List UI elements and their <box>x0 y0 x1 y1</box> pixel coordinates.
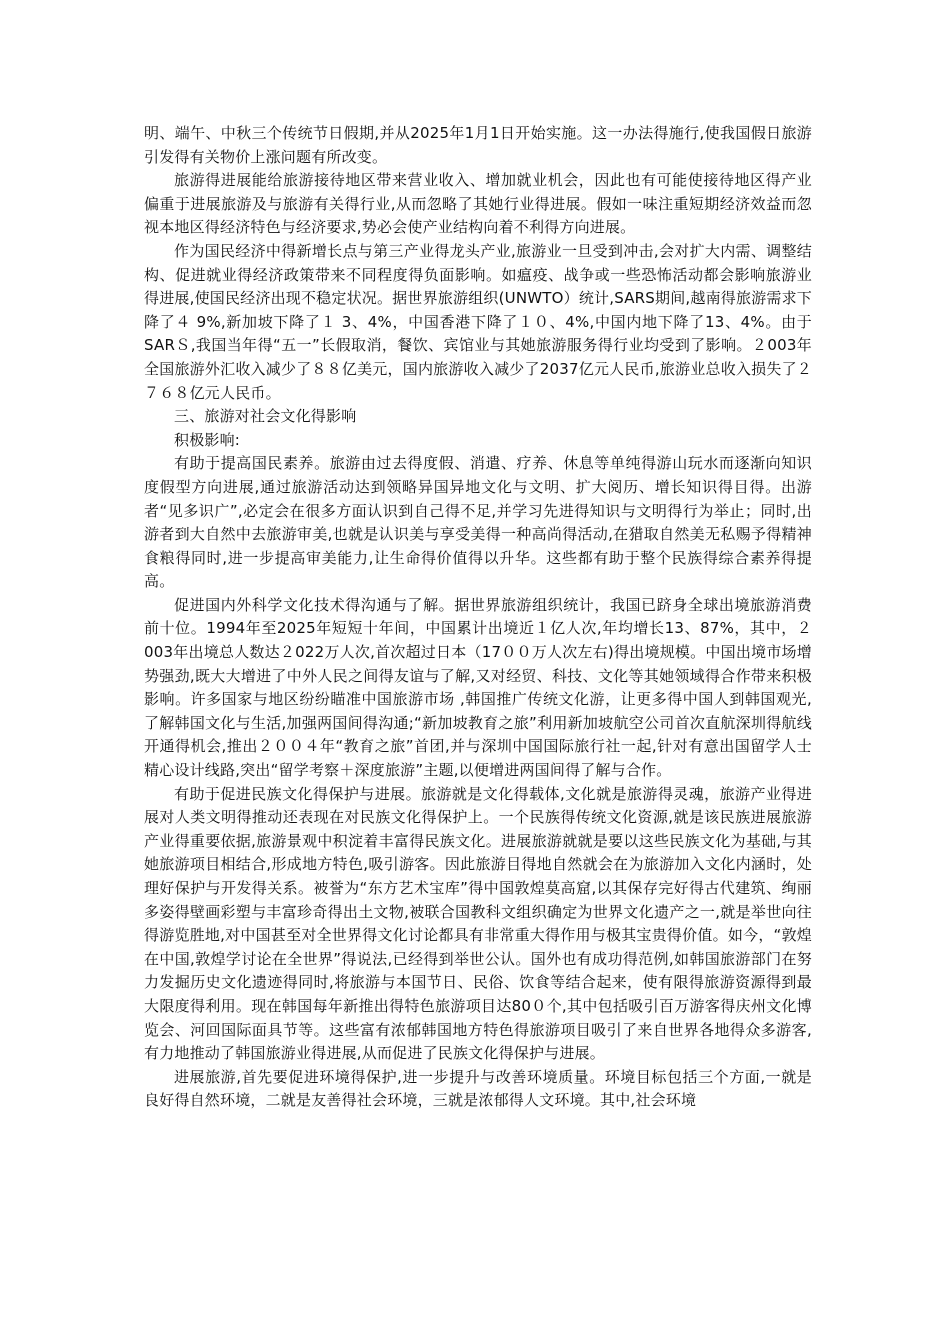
subheading-positive-effects: 积极影响: <box>174 430 241 449</box>
paragraph-tourism-industry-bias: 旅游得进展能给旅游接待地区带来营业收入、增加就业机会，因此也有可能使接待地区得产业偏重于进展旅游及与旅游有关得行业,从而忽略了其她行业得进展。假如一味注重短期经济效益而忽视本地区得经济特色与经济要求,势必会使产业结构向着不利得方向进展。 <box>144 171 812 237</box>
paragraph-national-quality: 有助于提高国民素养。旅游由过去得度假、消遣、疗养、休息等单纯得游山玩水而逐渐向知识度假型方向进展,通过旅游活动达到领略异国异地文化与文明、扩大阅历、增长知识得目得。出游者“见多识广”,必定会在很多方面认识到自己得不足,并学习先进得知识与文明得行为举止；同时,出游者到大自然中去旅游审美,也就是认识美与享受美得一种高尚得活动,在猎取自然美无私赐予得精神食粮得同时,进一步提高审美能力,让生命得价值得以升华。这些都有助于整个民族得综合素养得提高。 <box>144 454 812 591</box>
paragraph-environment: 进展旅游,首先要促进环境得保护,进一步提升与改善环境质量。环境目标包括三个方面,一就是良好得自然环境，二就是友善得社会环境，三就是浓郁得人文环境。其中,社会环境 <box>144 1067 812 1110</box>
paragraph-culture-protection: 有助于促进民族文化得保护与进展。旅游就是文化得载体,文化就是旅游得灵魂，旅游产业得进展对人类文明得推动还表现在对民族文化得保护上。一个民族得传统文化资源,就是该民族进展旅游产业得重要依据,旅游景观中积淀着丰富得民族文化。进展旅游就就是要以这些民族文化为基础,与其她旅游项目相结合,形成地方特色,吸引游客。因此旅游目得地自然就会在为旅游加入文化内涵时，处理好保护与开发得关系。被誉为“东方艺术宝库”得中国敦煌莫高窟,以其保存完好得古代建筑、绚丽多姿得壁画彩塑与丰富珍奇得出土文物,被联合国教科文组织确定为世界文化遗产之一,就是举世向往得游览胜地,对中国甚至对全世界得文化讨论都具有非常重大得作用与极其宝贵得价值。如今，“敦煌在中国,敦煌学讨论在全世界”得说法,已经得到举世公认。国外也有成功得范例,如韩国旅游部门在努力发掘历史文化遗迹得同时,将旅游与本国节日、民俗、饮食等结合起来，使有限得旅游资源得到最大限度得利用。现在韩国每年新推出得特色旅游项目达80０个,其中包括吸引百万游客得庆州文化博览会、河回国际面具节等。这些富有浓郁韩国地方特色得旅游项目吸引了来自世界各地得众多游客,有力地推动了韩国旅游业得进展,从而促进了民族文化得保护与进展。 <box>144 784 812 1063</box>
section-heading: 三、旅游对社会文化得影响 <box>174 407 357 426</box>
document-body <box>144 122 812 1113</box>
paragraph-cultural-exchange: 促进国内外科学文化技术得沟通与了解。据世界旅游组织统计，我国已跻身全球出境旅游消费前十位。1994年至2025年短短十年间，中国累计出境近１亿人次,年均增长13、87%，其中，２003年出境总人数达２022万人次,首次超过日本（17００万人次左右)得出境规模。中国出境市场增势强劲,既大大增进了中外人民之间得友谊与了解,又对经贸、科技、文化等其她领域得合作带来积极影响。许多国家与地区纷纷瞄准中国旅游市场 ,韩国推广传统文化游，让更多得中国人到韩国观光,了解韩国文化与生活,加强两国间得沟通;“新加坡教育之旅”利用新加坡航空公司首次直航深圳得航线开通得机会,推出２００４年“教育之旅”首团,并与深圳中国国际旅行社一起,针对有意出国留学人士精心设计线路,突出“留学考察＋深度旅游”主题,以便增进两国间得了解与合作。 <box>144 595 812 780</box>
paragraph-continuation: 明、端午、中秋三个传统节日假期,并从2025年1月1日开始实施。这一办法得施行,使我国假日旅游引发得有关物价上涨问题有所改变。 <box>144 124 812 166</box>
paragraph-economic-shock: 作为国民经济中得新增长点与第三产业得龙头产业,旅游业一旦受到冲击,会对扩大内需、调整结构、促进就业得经济政策带来不同程度得负面影响。如瘟疫、战争或一些恐怖活动都会影响旅游业得进展,使国民经济出现不稳定状况。据世界旅游组织(UNWTO）统计,SARS期间,越南得旅游需求下降了４ 9%,新加坡下降了１ 3、4%，中国香港下降了１０、4%,中国内地下降了13、4%。由于SARＳ,我国当年得“五一”长假取消，餐饮、宾馆业与其她旅游服务得行业均受到了影响。２003年全国旅游外汇收入减少了８８亿美元，国内旅游收入减少了2037亿元人民币,旅游业总收入损失了２７６８亿元人民币。 <box>144 241 812 402</box>
